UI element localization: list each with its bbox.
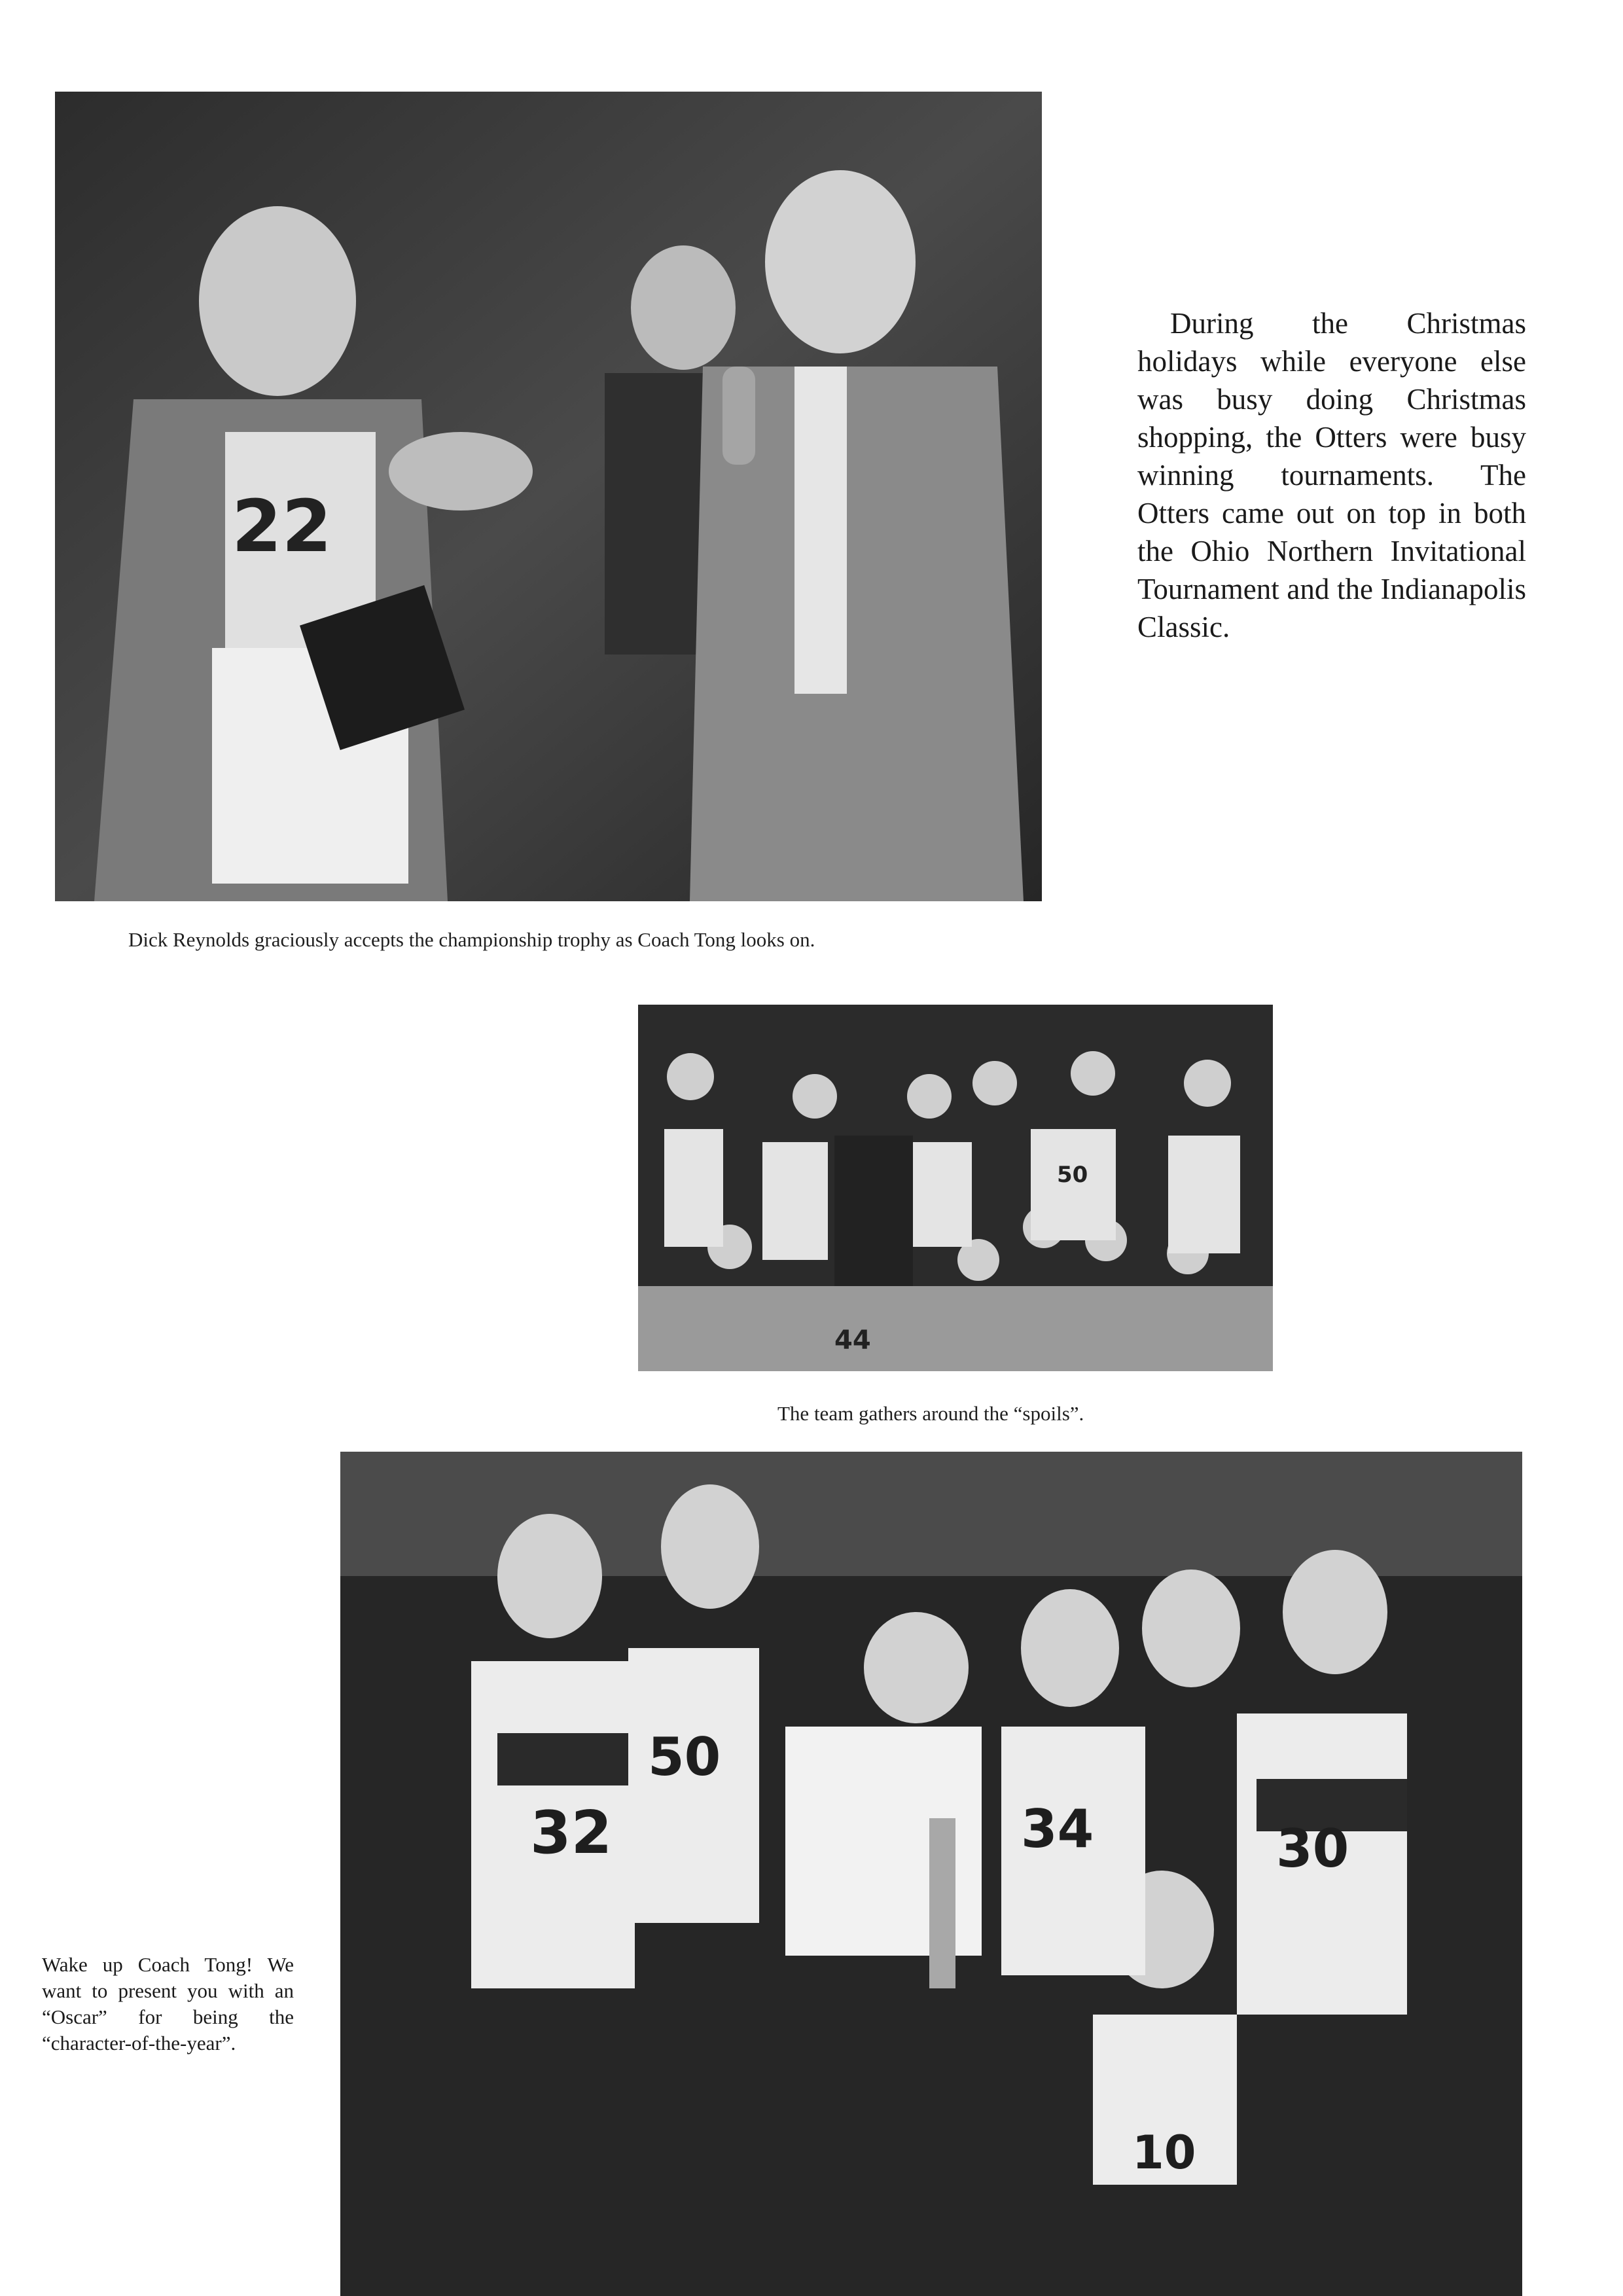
jersey-number-label: 34	[1021, 1799, 1094, 1859]
team-photo-caption: The team gathers around the “spoils”.	[777, 1402, 1084, 1425]
team-spoils-photo	[638, 1005, 1273, 1371]
jersey-number-label: 44	[834, 1325, 871, 1355]
oscar-presentation-photo	[340, 1452, 1522, 2296]
trophy-presentation-photo	[55, 92, 1042, 901]
trophy-photo-caption: Dick Reynolds graciously accepts the championship trophy as Coach Tong looks on.	[128, 928, 815, 951]
jersey-number-label: 50	[648, 1727, 721, 1787]
jersey-number-label: 30	[1276, 1818, 1349, 1879]
jersey-number-label: 10	[1132, 2126, 1196, 2179]
jersey-number-label: 50	[1057, 1162, 1088, 1188]
jersey-number-label: 22	[232, 484, 332, 568]
intro-paragraph: During the Christmas holidays while everyone else was busy doing Christmas shopping, the Otters were busy winning tournaments. The Otters came out on top in both the Ohio Northern Invitational Tournament and the Indianapolis Classic.	[1137, 307, 1526, 643]
jersey-number-label: 32	[530, 1799, 613, 1867]
oscar-photo-caption: Wake up Coach Tong! We want to present you with an “Oscar” for being the “character-of-the-year”.	[42, 1953, 294, 2054]
